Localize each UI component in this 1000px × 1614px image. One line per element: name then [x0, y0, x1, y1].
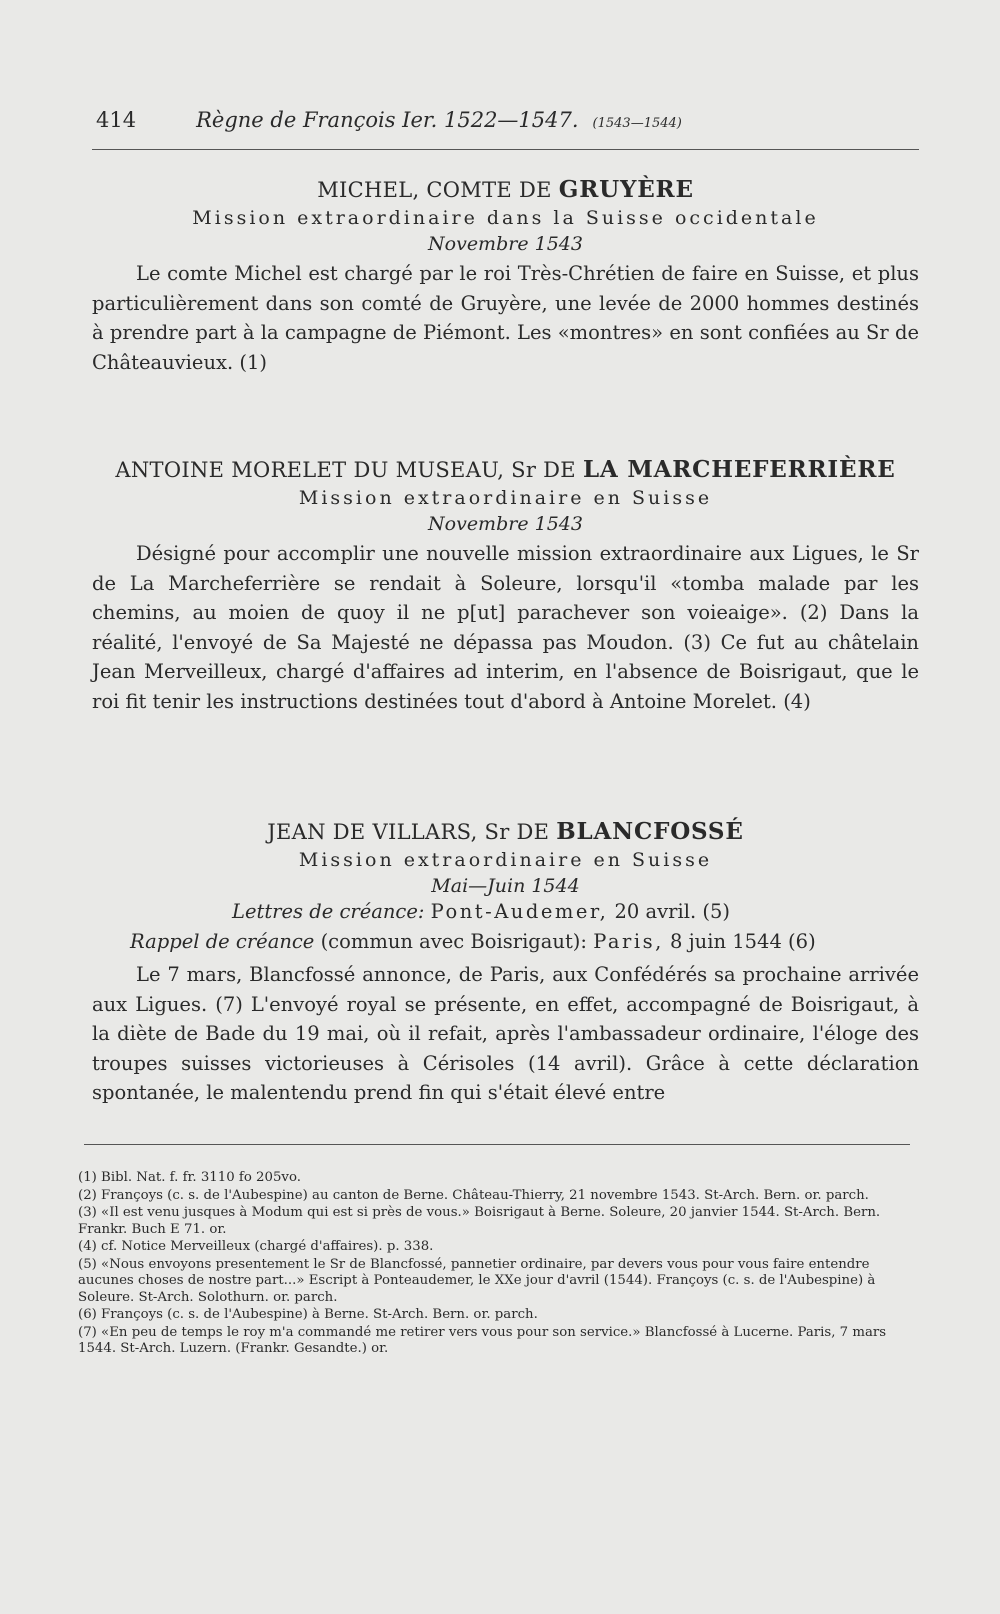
rappel-date: 8 juin 1544 (6): [670, 929, 816, 953]
header-rule: [92, 149, 919, 150]
mission-date: Mai—Juin 1544: [431, 875, 580, 897]
footnote: (4) cf. Notice Merveilleux (chargé d'affaires). p. 338.: [78, 1239, 434, 1254]
section-paragraph: Le comte Michel est chargé par le roi Très-Chrétien de faire en Suisse, et plus particulièrement dans son comté de Gruyère, une levée de 2000 hommes destinés à prendre part à la campagne de Piémont. Les «montres» en sont confiées au Sr de Châteauvieux. (1): [92, 262, 919, 374]
footnote: (3) «Il est venu jusques à Modum qui est si près de vous.» Boisrigaut à Berne. Soleure, 20 janvier 1544. St-Arch. Bern. Frankr. Buch E 71. or.: [78, 1205, 881, 1237]
heading-prefix: MICHEL, COMTE DE: [317, 178, 552, 202]
rappel-place: Paris,: [593, 929, 664, 953]
rappel-text: (commun avec Boisrigaut):: [320, 929, 587, 953]
footnote: (6) Françoys (c. s. de l'Aubespine) à Berne. St-Arch. Bern. or. parch.: [78, 1307, 538, 1322]
section-heading: [92, 818, 919, 845]
footnote: (1) Bibl. Nat. f. fr. 3110 fo 205vo.: [78, 1170, 301, 1185]
section-marcheferriere: [92, 456, 919, 716]
running-head: [96, 108, 918, 132]
heading-bold: LA MARCHEFERRIÈRE: [582, 456, 896, 483]
rappel-de-creance: [92, 927, 919, 957]
section-heading: [92, 456, 919, 483]
heading-bold: GRUYÈRE: [558, 176, 694, 203]
heading-bold: BLANCFOSSÉ: [556, 818, 744, 845]
heading-prefix: JEAN DE VILLARS, Sr DE: [267, 820, 550, 844]
footnote: (2) Françoys (c. s. de l'Aubespine) au canton de Berne. Château-Thierry, 21 novembre 1543. St-Arch. Bern. or. parch.: [78, 1187, 869, 1203]
lettres-place: Pont-Audemer,: [430, 900, 609, 923]
mission-date: Novembre 1543: [428, 233, 583, 255]
running-title: Règne de François Ier. 1522—1547.: [196, 108, 579, 132]
running-date-range: (1543—1544): [592, 116, 682, 131]
footnote: (5) «Nous envoyons presentement le Sr de Blancfossé, pannetier ordinaire, par devers vous pour vous faire entendre aucunes choses de nostre part...» Escript à Ponteaudemer, le XXe jour d'avril (1544). Françoys (c. s. de l'Aubespine) à Soleure. St-Arch. Solothurn. or. parch.: [78, 1256, 876, 1305]
mission-date: Novembre 1543: [428, 513, 583, 535]
section-paragraph: Désigné pour accomplir une nouvelle mission extraordinaire aux Ligues, le Sr de La Marcheferrière se rendait à Soleure, lorsqu'il «tomba malade par les chemins, au moien de quoy il ne p[ut] parachever son voieaige». (2) Dans la réalité, l'envoyé de Sa Majesté ne dépassa pas Moudon. (3) Ce fut au châtelain Jean Merveilleux, chargé d'affaires ad interim, en l'absence de Boisrigaut, que le roi fit tenir les instructions destinées tout d'abord à Antoine Morelet. (4): [92, 542, 919, 713]
rappel-label: Rappel de créance: [130, 929, 315, 953]
lettres-label: Lettres de créance:: [232, 900, 425, 923]
page-number: 414: [96, 108, 137, 132]
lettres-de-creance: [92, 897, 919, 927]
lettres-date: 20 avril. (5): [614, 900, 730, 923]
section-blancfosse: [92, 818, 919, 1108]
footnote-rule: [84, 1144, 910, 1145]
heading-prefix: ANTOINE MORELET DU MUSEAU, Sr DE: [115, 458, 576, 482]
mission-title: Mission extraordinaire dans la Suisse occidentale: [192, 207, 819, 229]
mission-title: Mission extraordinaire en Suisse: [298, 487, 713, 509]
footnote: (7) «En peu de temps le roy m'a commandé me retirer vers vous pour son service.» Blancfossé à Lucerne. Paris, 7 mars 1544. St-Arch. Luzern. (Frankr. Gesandte.) or.: [78, 1324, 887, 1356]
section-heading: [92, 176, 919, 203]
section-gruyere: [92, 176, 919, 377]
footnotes: [78, 1170, 913, 1359]
mission-title: Mission extraordinaire en Suisse: [298, 849, 713, 871]
section-paragraph: Le 7 mars, Blancfossé annonce, de Paris, aux Confédérés sa prochaine arrivée aux Ligues. (7) L'envoyé royal se présente, en effet, accompagné de Boisrigaut, à la diète de Bade du 19 mai, où il refait, après l'ambassadeur ordinaire, l'éloge des troupes suisses victorieuses à Cérisoles (14 avril). Grâce à cette déclaration spontanée, le malentendu prend fin qui s'était élevé entre: [92, 963, 919, 1104]
